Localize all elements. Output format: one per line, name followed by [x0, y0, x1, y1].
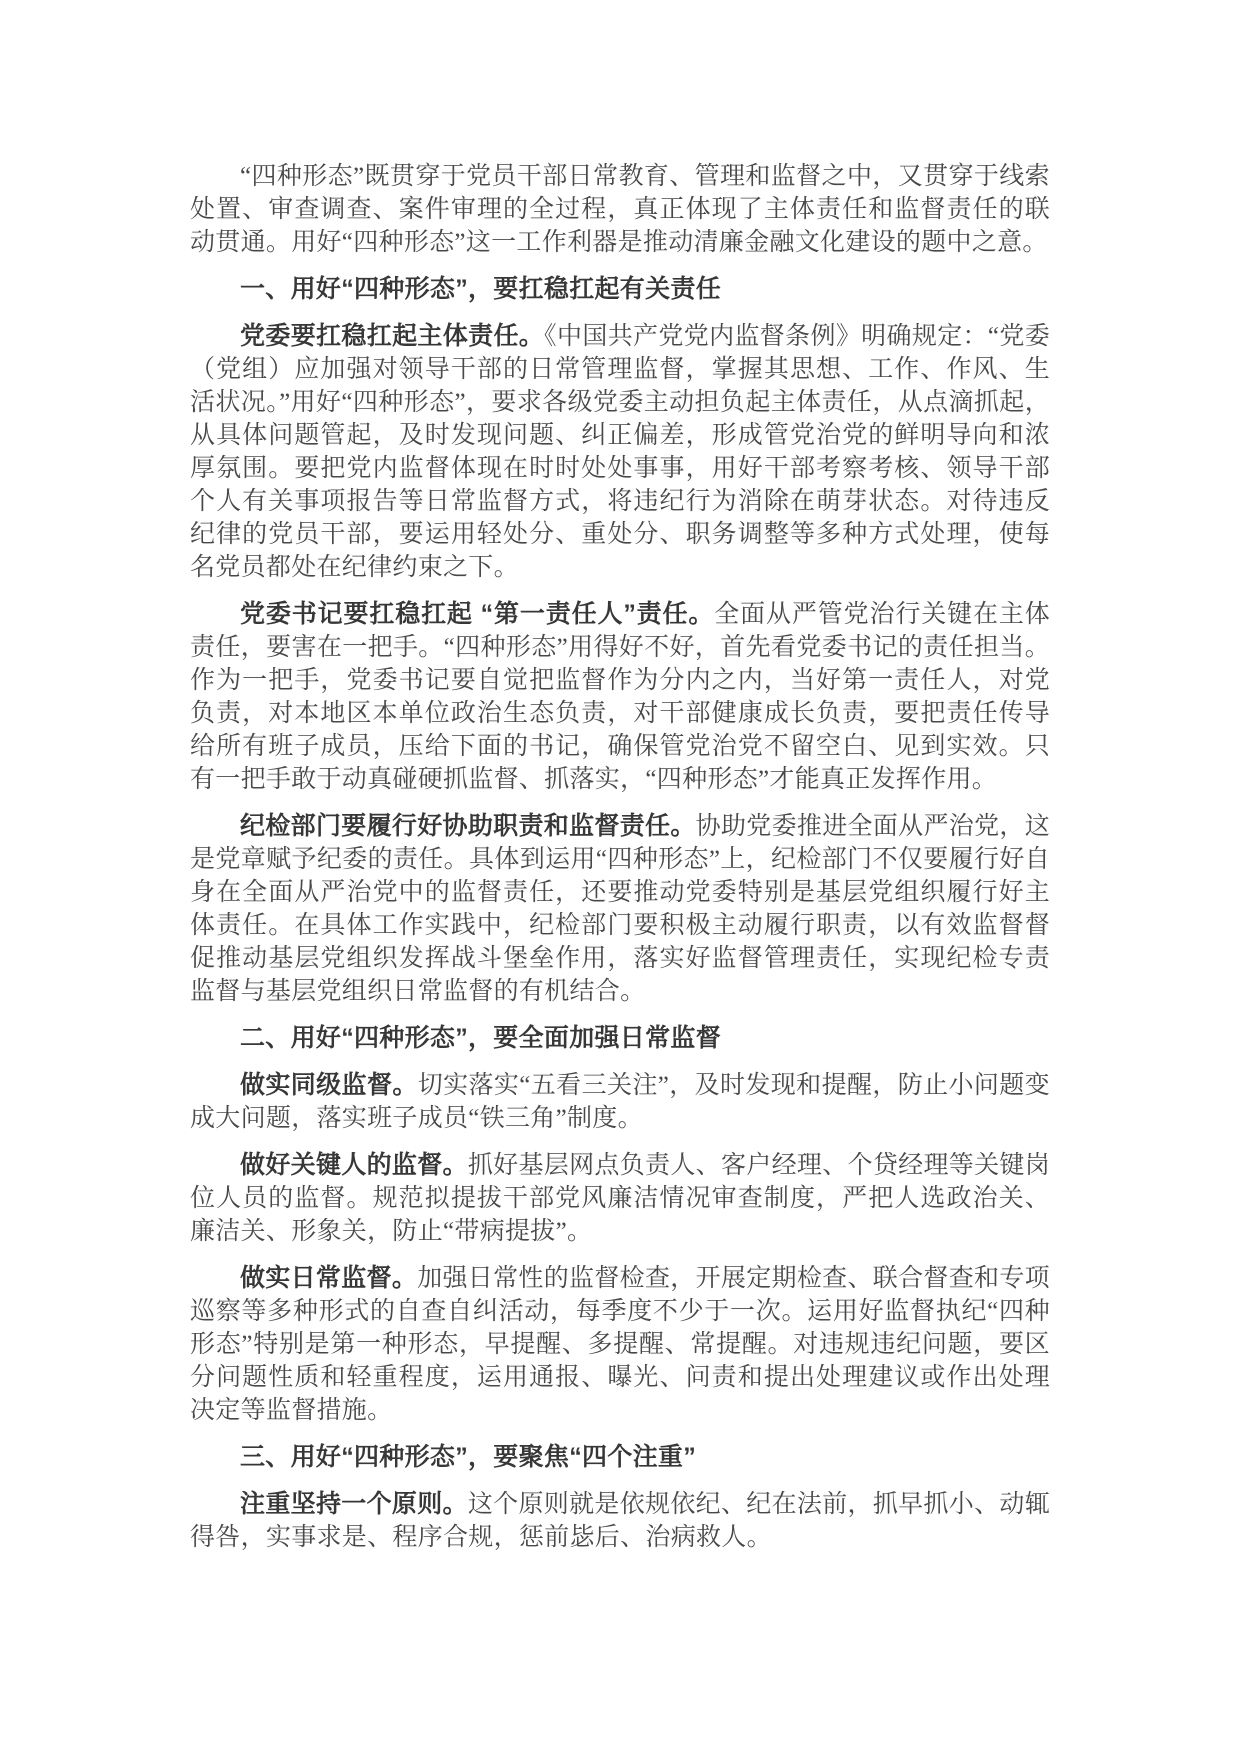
- paragraph-lead: 党委要扛稳扛起主体责任。: [240, 322, 545, 350]
- paragraph: [190, 1149, 1050, 1248]
- paragraph-lead: 党委书记要扛稳扛起 “第一责任人”责任。: [240, 600, 715, 628]
- paragraph: [190, 810, 1050, 1008]
- section-heading-2: 二、用好“四种形态”，要全面加强日常监督: [240, 1024, 722, 1052]
- paragraph-body: 协助党委推进全面从严治党，这是党章赋予纪委的责任。具体到运用“四种形态”上，纪检部门不仅要履行好自身在全面从严治党中的监督责任，还要推动党委特别是基层党组织履行好主体责任。在具体工作实践中，纪检部门要积极主动履行职责，以有效监督督促推动基层党组织发挥战斗堡垒作用，落实好监督管理责任，实现纪检专责监督与基层党组织日常监督的有机结合。: [190, 813, 1051, 1005]
- intro-paragraph: [190, 160, 1050, 259]
- paragraph: [190, 1488, 1050, 1554]
- section-heading-3: 三、用好“四种形态”，要聚焦“四个注重”: [240, 1443, 697, 1471]
- paragraph: [190, 1262, 1050, 1427]
- document-content: [190, 160, 1050, 1568]
- paragraph-body: 《中国共产党党内监督条例》明确规定：“党委（党组）应加强对领导干部的日常管理监督，掌握其思想、工作、作风、生活状况。”用好“四种形态”，要求各级党委主动担负起主体责任，从点滴抓起，从具体问题管起，及时发现问题、纠正偏差，形成管党治党的鲜明导向和浓厚氛围。要把党内监督体现在时时处处事事，用好干部考察考核、领导干部个人有关事项报告等日常监督方式，将违纪行为消除在萌芽状态。对待违反纪律的党员干部，要运用轻处分、重处分、职务调整等多种方式处理，使每名党员都处在纪律约束之下。: [190, 323, 1050, 581]
- paragraph-lead: 注重坚持一个原则。: [240, 1490, 468, 1518]
- paragraph: [190, 1069, 1050, 1135]
- paragraph-lead: 做实同级监督。: [240, 1071, 418, 1099]
- paragraph-body: 全面从严管党治行关键在主体责任，要害在一把手。“四种形态”用得好不好，首先看党委书记的责任担当。作为一把手，党委书记要自觉把监督作为分内之内，当好第一责任人，对党负责，对本地区本单位政治生态负责，对干部健康成长负责，要把责任传导给所有班子成员，压给下面的书记，确保管党治党不留空白、见到实效。只有一把手敢于动真碰硬抓监督、抓落实，“四种形态”才能真正发挥作用。: [190, 601, 1051, 793]
- paragraph-lead: 做实日常监督。: [240, 1264, 418, 1292]
- paragraph-body: 加强日常性的监督检查，开展定期检查、联合督查和专项巡察等多种形式的自查自纠活动，每季度不少于一次。运用好监督执纪“四种形态”特别是第一种形态，早提醒、多提醒、常提醒。对违规违纪问题，要区分问题性质和轻重程度，运用通报、曝光、问责和提出处理建议或作出处理决定等监督措施。: [190, 1265, 1050, 1424]
- paragraph: [190, 320, 1050, 584]
- paragraph-body: 这个原则就是依规依纪、纪在法前，抓早抓小、动辄得咎，实事求是、程序合规，惩前毖后、治病救人。: [190, 1491, 1051, 1551]
- paragraph: [190, 598, 1050, 796]
- intro-text: “四种形态”既贯穿于党员干部日常教育、管理和监督之中，又贯穿于线索处置、审查调查、案件审理的全过程，真正体现了主体责任和监督责任的联动贯通。用好“四种形态”这一工作利器是推动清廉金融文化建设的题中之意。: [190, 163, 1050, 256]
- paragraph-lead: 做好关键人的监督。: [240, 1151, 468, 1179]
- paragraph-lead: 纪检部门要履行好协助职责和监督责任。: [240, 812, 696, 840]
- paragraph-body: 切实落实“五看三关注”，及时发现和提醒，防止小问题变成大问题，落实班子成员“铁三角”制度。: [190, 1072, 1050, 1132]
- paragraph-body: 抓好基层网点负责人、客户经理、个贷经理等关键岗位人员的监督。规范拟提拔干部党风廉洁情况审查制度，严把人选政治关、廉洁关、形象关，防止“带病提拔”。: [190, 1152, 1051, 1245]
- section-heading-1: 一、用好“四种形态”，要扛稳扛起有关责任: [240, 275, 722, 303]
